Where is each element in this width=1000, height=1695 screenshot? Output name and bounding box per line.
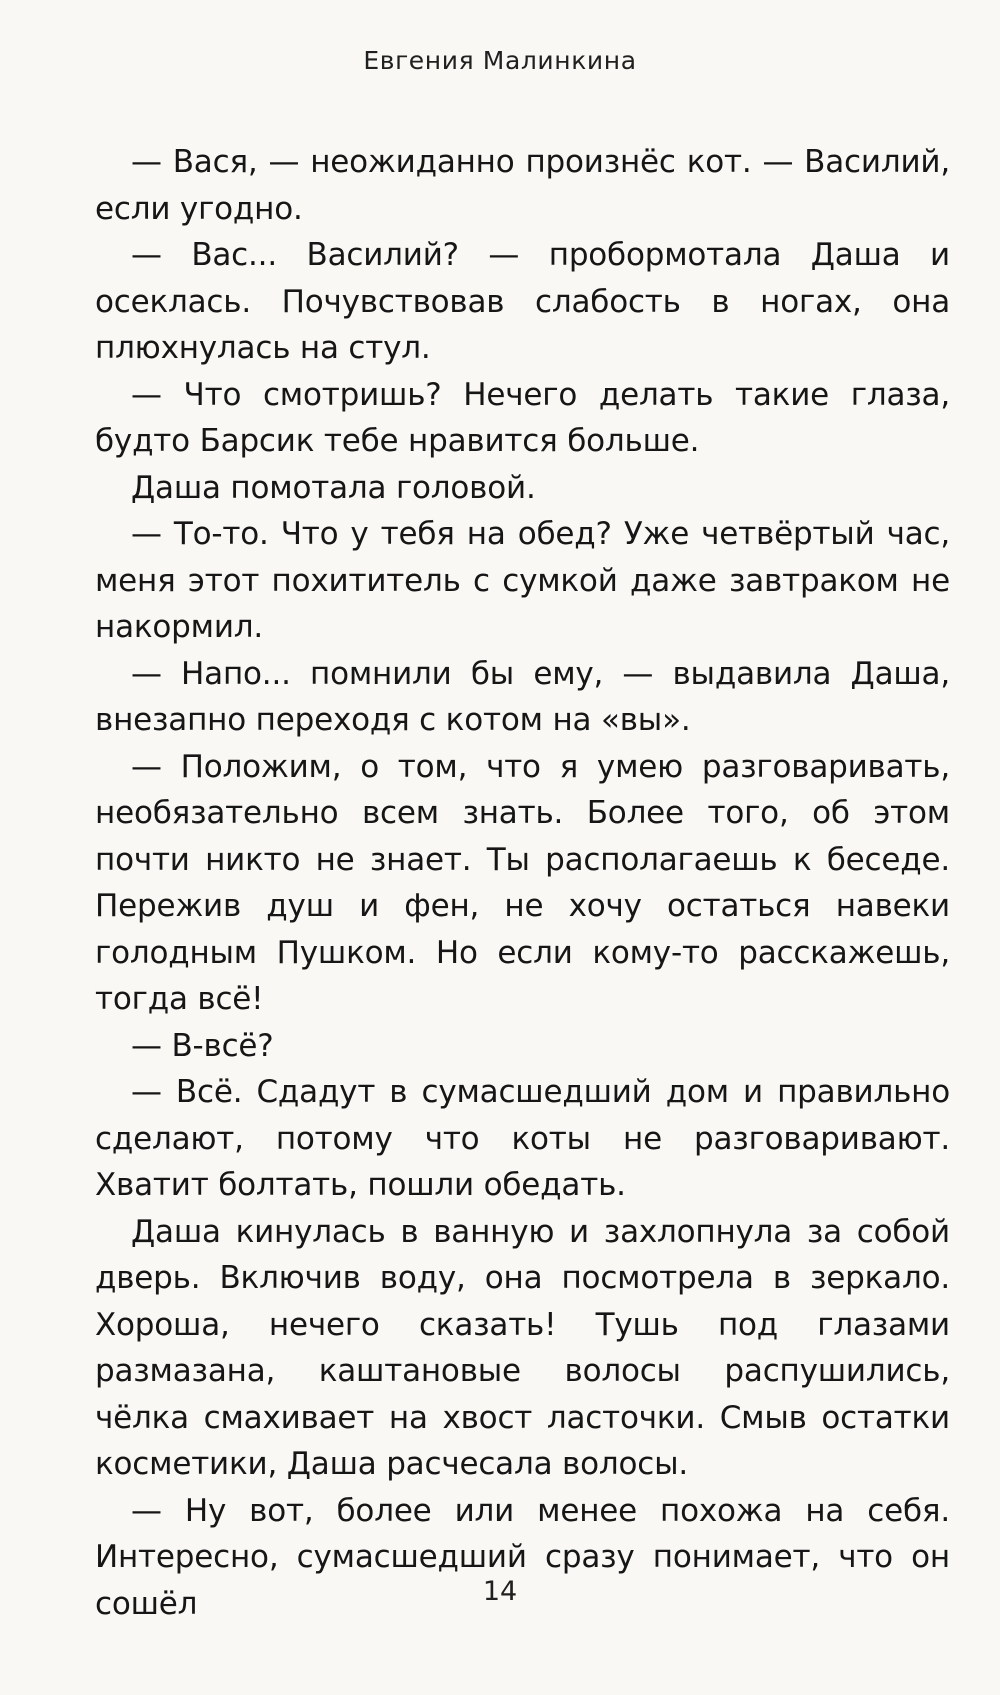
paragraph: — Вас... Василий? — пробормотала Даша и осеклась. Почувствовав слабость в ногах, она плюхнулась на стул. bbox=[95, 237, 950, 366]
paragraph: — Что смотришь? Нечего делать такие глаза, будто Барсик тебе нравится больше. bbox=[95, 376, 950, 459]
paragraph: Даша помотала головой. bbox=[131, 469, 536, 506]
paragraph: — Положим, о том, что я умею разговаривать, необязательно всем знать. Более того, об этом почти никто не знает. Ты располагаешь к беседе. Пережив душ и фен, не хочу остаться навеки голодным Пушком. Но если кому-то расскажешь, тогда всё! bbox=[95, 748, 950, 1017]
paragraph: — Всё. Сдадут в сумасшедший дом и правильно сделают, потому что коты не разговаривают. Хватит болтать, пошли обедать. bbox=[95, 1074, 950, 1203]
running-header-author: Евгения Малинкина bbox=[363, 46, 637, 75]
text-body bbox=[95, 139, 950, 1627]
paragraph: — То-то. Что у тебя на обед? Уже четвёртый час, меня этот похититель с сумкой даже завтраком не накормил. bbox=[95, 516, 950, 645]
paragraph: — Напо... помнили бы ему, — выдавила Даша, внезапно переходя с котом на «вы». bbox=[95, 655, 950, 738]
paragraph: — Ну вот, более или менее похожа на себя. Интересно, сумасшедший сразу понимает, что он сошёл bbox=[95, 1492, 950, 1622]
paragraph: — Вася, — неожиданно произнёс кот. — Василий, если угодно. bbox=[95, 144, 950, 227]
page-number: 14 bbox=[482, 1576, 518, 1607]
paragraph: — В-всё? bbox=[131, 1027, 274, 1064]
paragraph: Даша кинулась в ванную и захлопнула за собой дверь. Включив воду, она посмотрела в зеркало. Хороша, нечего сказать! Тушь под глазами размазана, каштановые волосы распушились, чёлка смахивает на хвост ласточки. Смыв остатки косметики, Даша расчесала волосы. bbox=[95, 1213, 950, 1482]
